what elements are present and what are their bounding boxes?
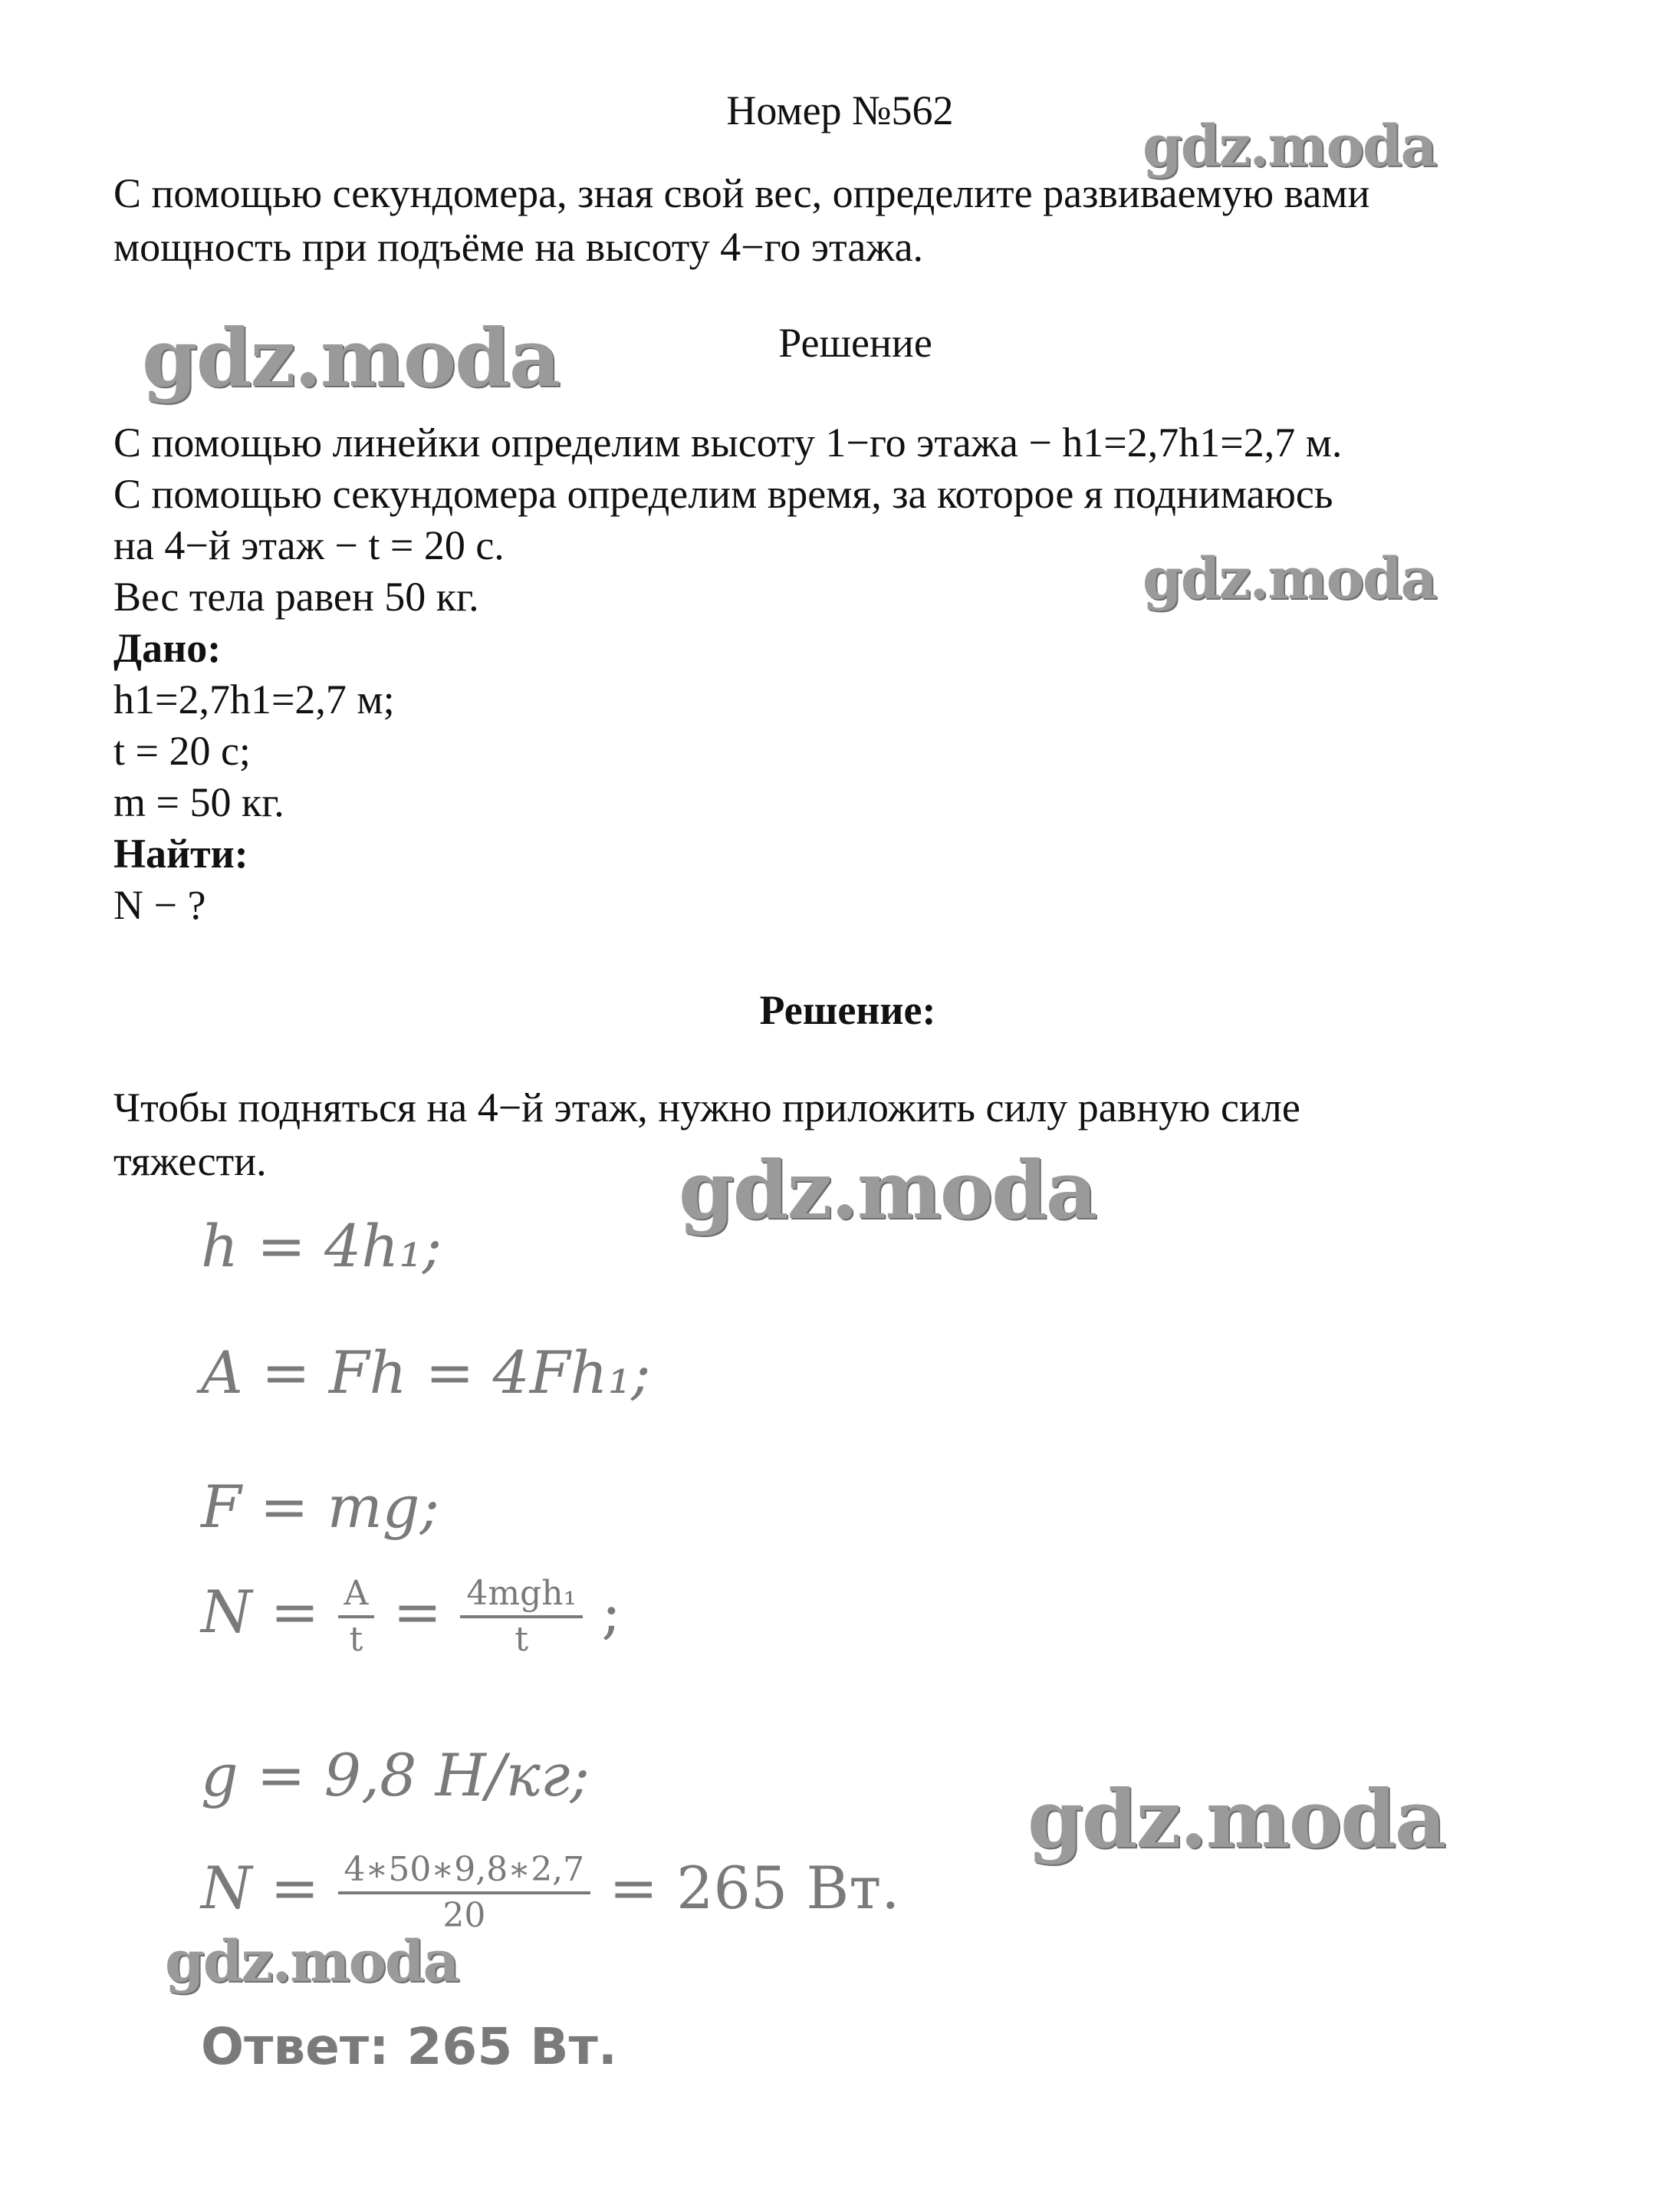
formula-height — [201, 1212, 442, 1280]
watermark: gdz.moda — [1142, 546, 1436, 612]
given-item-3: m = 50 кг. — [113, 779, 284, 825]
formula-work — [201, 1338, 651, 1407]
explanation-line-2: тяжести. — [113, 1138, 267, 1184]
intro-line-1: С помощью линейки определим высоту 1−го этажа − h1=2,7h1=2,7 м. — [113, 420, 1343, 466]
equals-sign: = — [393, 1578, 442, 1646]
formula-power-left: N = — [201, 1578, 320, 1646]
semicolon: ; — [601, 1578, 621, 1646]
formula-height-text: h = 4h₁; — [201, 1212, 442, 1280]
formula-power — [201, 1572, 621, 1661]
given-item-2: t = 20 с; — [113, 728, 251, 774]
task-line-1: С помощью секундомера, зная свой вес, определите развиваемую вами — [113, 170, 1370, 216]
formula-force — [201, 1473, 439, 1541]
solution-heading-bold: Решение: — [759, 987, 936, 1033]
intro-line-3: на 4−й этаж − t = 20 с. — [113, 522, 505, 568]
formula-result-left: N = — [201, 1854, 320, 1922]
watermark: gdz.moda — [142, 311, 560, 405]
explanation-line-1: Чтобы подняться на 4−й этаж, нужно приложить силу равную силе — [113, 1084, 1300, 1131]
fraction-numerator: A — [338, 1572, 375, 1618]
formula-gravity — [201, 1741, 590, 1809]
given-label: Дано: — [113, 625, 222, 671]
find-item: N − ? — [113, 882, 206, 928]
fraction-numerator: 4mgh₁ — [460, 1572, 583, 1618]
formula-result-right: = 265 Вт. — [609, 1854, 900, 1922]
formula-work-text: A = Fh = 4Fh₁; — [201, 1338, 651, 1407]
watermark: gdz.moda — [679, 1143, 1096, 1237]
fraction-4mgh-over-t — [460, 1572, 583, 1661]
watermark: gdz.moda — [165, 1929, 459, 1995]
watermark: gdz.moda — [1027, 1772, 1445, 1866]
watermark: gdz.moda — [1142, 114, 1436, 179]
intro-line-2: С помощью секундомера определим время, за которое я поднимаюсь — [113, 471, 1333, 517]
formula-force-text: F = mg; — [201, 1473, 440, 1541]
find-label: Найти: — [113, 831, 248, 877]
formula-gravity-text: g = 9,8 Н/кг; — [201, 1741, 590, 1809]
solution-heading: Решение — [778, 320, 932, 366]
answer: Ответ: 265 Вт. — [201, 2017, 617, 2076]
formula-result — [201, 1848, 899, 1937]
fraction-numeric — [338, 1848, 591, 1937]
fraction-denominator: t — [349, 1620, 363, 1659]
intro-line-4: Вес тела равен 50 кг. — [113, 574, 479, 620]
page-title: Номер №562 — [726, 87, 954, 133]
given-item-1: h1=2,7h1=2,7 м; — [113, 676, 395, 722]
fraction-a-over-t — [338, 1572, 375, 1661]
task-line-2: мощность при подъёме на высоту 4−го этажа. — [113, 224, 924, 270]
fraction-denominator: t — [515, 1620, 529, 1659]
fraction-numerator: 4∗50∗9,8∗2,7 — [338, 1848, 591, 1894]
fraction-denominator: 20 — [442, 1896, 486, 1935]
